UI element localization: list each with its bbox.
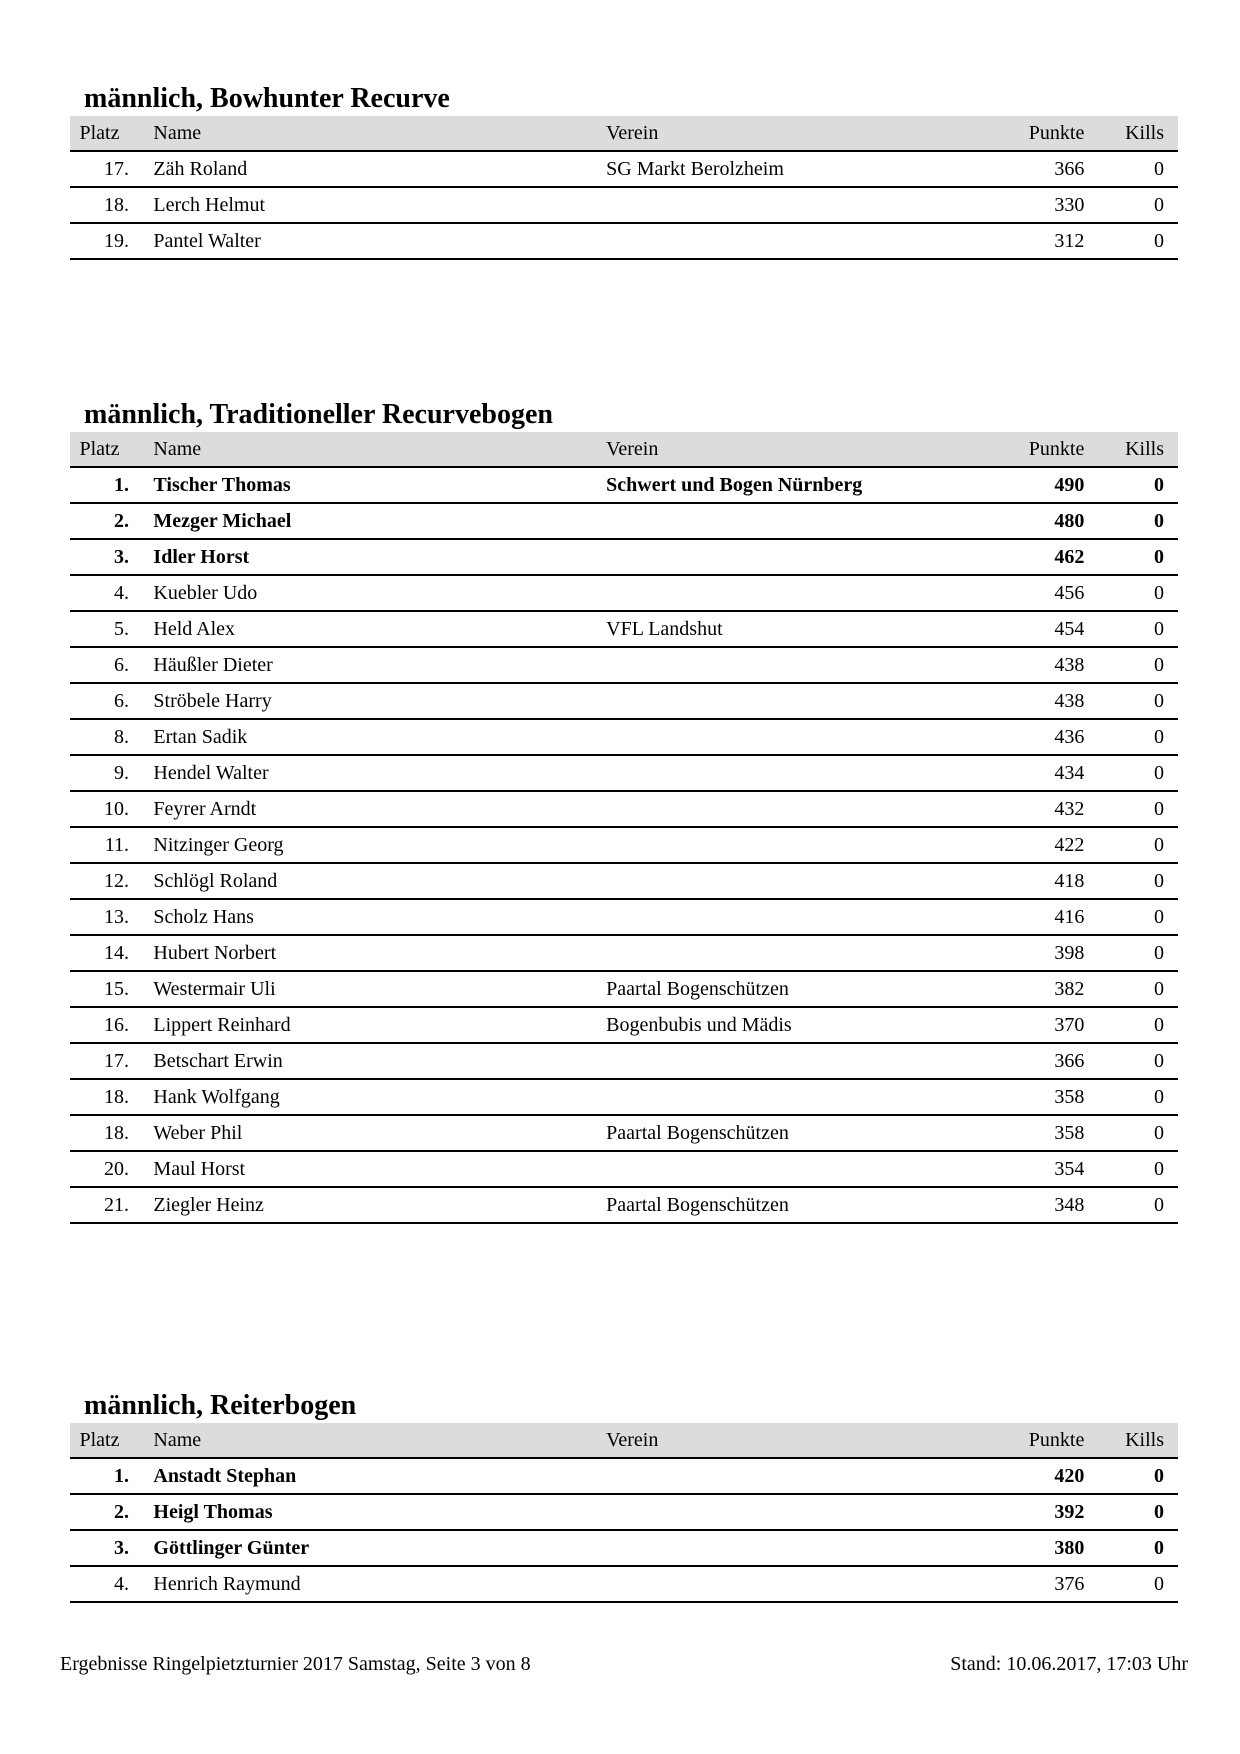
cell-platz: 4. xyxy=(70,1566,129,1602)
cell-platz: 20. xyxy=(70,1151,129,1187)
table-row xyxy=(70,863,1178,899)
cell-platz: 5. xyxy=(70,611,129,647)
table-row xyxy=(70,719,1178,755)
page-footer xyxy=(60,1653,1188,1676)
header-name: Name xyxy=(153,116,606,151)
cell-platz: 16. xyxy=(70,1007,129,1043)
cell-punkte: 366 xyxy=(1013,1043,1084,1079)
cell-platz: 10. xyxy=(70,791,129,827)
section-title: männlich, Bowhunter Recurve xyxy=(84,83,450,114)
table-row xyxy=(70,791,1178,827)
section-title: männlich, Reiterbogen xyxy=(84,1390,357,1421)
cell-kills: 0 xyxy=(1084,935,1178,971)
header-platz: Platz xyxy=(70,1423,129,1458)
cell-punkte: 348 xyxy=(1013,1187,1084,1223)
cell-spacer xyxy=(129,1494,153,1530)
cell-punkte: 480 xyxy=(1013,503,1084,539)
table-header-row xyxy=(70,116,1178,151)
cell-platz: 17. xyxy=(70,1043,129,1079)
cell-spacer xyxy=(129,151,153,187)
cell-verein xyxy=(606,1530,1013,1566)
table-row xyxy=(70,1187,1178,1223)
cell-spacer xyxy=(129,971,153,1007)
table-row xyxy=(70,1115,1178,1151)
cell-spacer xyxy=(129,647,153,683)
table-row xyxy=(70,1007,1178,1043)
cell-kills: 0 xyxy=(1084,503,1178,539)
cell-verein xyxy=(606,683,1013,719)
cell-punkte: 358 xyxy=(1013,1079,1084,1115)
cell-name: Ertan Sadik xyxy=(153,719,606,755)
table-row xyxy=(70,187,1178,223)
cell-platz: 18. xyxy=(70,187,129,223)
cell-name: Pantel Walter xyxy=(153,223,606,259)
cell-name: Heigl Thomas xyxy=(153,1494,606,1530)
cell-name: Zäh Roland xyxy=(153,151,606,187)
cell-spacer xyxy=(129,1007,153,1043)
table-row xyxy=(70,611,1178,647)
cell-spacer xyxy=(129,1187,153,1223)
cell-spacer xyxy=(129,611,153,647)
table-row xyxy=(70,1494,1178,1530)
cell-name: Lerch Helmut xyxy=(153,187,606,223)
cell-platz: 3. xyxy=(70,1530,129,1566)
table-row xyxy=(70,935,1178,971)
cell-punkte: 438 xyxy=(1013,683,1084,719)
table-row xyxy=(70,755,1178,791)
cell-name: Nitzinger Georg xyxy=(153,827,606,863)
cell-name: Mezger Michael xyxy=(153,503,606,539)
cell-platz: 2. xyxy=(70,503,129,539)
cell-kills: 0 xyxy=(1084,1043,1178,1079)
cell-kills: 0 xyxy=(1084,1007,1178,1043)
table-row xyxy=(70,467,1178,503)
cell-platz: 17. xyxy=(70,151,129,187)
cell-verein xyxy=(606,1043,1013,1079)
cell-spacer xyxy=(129,935,153,971)
cell-punkte: 382 xyxy=(1013,971,1084,1007)
cell-verein xyxy=(606,1458,1013,1494)
header-kills: Kills xyxy=(1084,432,1178,467)
cell-name: Hendel Walter xyxy=(153,755,606,791)
cell-verein xyxy=(606,827,1013,863)
cell-spacer xyxy=(129,1043,153,1079)
section-bowhunter-recurve xyxy=(70,82,1178,260)
cell-spacer xyxy=(129,539,153,575)
cell-kills: 0 xyxy=(1084,1151,1178,1187)
cell-platz: 4. xyxy=(70,575,129,611)
cell-name: Betschart Erwin xyxy=(153,1043,606,1079)
cell-kills: 0 xyxy=(1084,647,1178,683)
cell-platz: 3. xyxy=(70,539,129,575)
cell-verein: Schwert und Bogen Nürnberg xyxy=(606,467,1013,503)
cell-punkte: 436 xyxy=(1013,719,1084,755)
cell-punkte: 376 xyxy=(1013,1566,1084,1602)
cell-name: Hubert Norbert xyxy=(153,935,606,971)
cell-kills: 0 xyxy=(1084,575,1178,611)
cell-name: Idler Horst xyxy=(153,539,606,575)
cell-kills: 0 xyxy=(1084,1115,1178,1151)
section-reiterbogen xyxy=(70,1389,1178,1603)
cell-spacer xyxy=(129,575,153,611)
cell-name: Ziegler Heinz xyxy=(153,1187,606,1223)
header-platz: Platz xyxy=(70,116,129,151)
footer-document-info: Ergebnisse Ringelpietzturnier 2017 Samstag, Seite 3 von 8 xyxy=(60,1653,531,1675)
cell-punkte: 416 xyxy=(1013,899,1084,935)
cell-spacer xyxy=(129,827,153,863)
cell-kills: 0 xyxy=(1084,719,1178,755)
footer-timestamp: Stand: 10.06.2017, 17:03 Uhr xyxy=(950,1653,1188,1675)
cell-spacer xyxy=(129,1151,153,1187)
cell-punkte: 330 xyxy=(1013,187,1084,223)
cell-platz: 6. xyxy=(70,647,129,683)
cell-punkte: 354 xyxy=(1013,1151,1084,1187)
cell-kills: 0 xyxy=(1084,467,1178,503)
table-row xyxy=(70,1458,1178,1494)
cell-kills: 0 xyxy=(1084,791,1178,827)
cell-punkte: 358 xyxy=(1013,1115,1084,1151)
cell-kills: 0 xyxy=(1084,827,1178,863)
cell-name: Schlögl Roland xyxy=(153,863,606,899)
header-kills: Kills xyxy=(1084,116,1178,151)
table-row xyxy=(70,827,1178,863)
cell-verein xyxy=(606,1566,1013,1602)
cell-platz: 18. xyxy=(70,1115,129,1151)
cell-punkte: 380 xyxy=(1013,1530,1084,1566)
cell-kills: 0 xyxy=(1084,863,1178,899)
table-row xyxy=(70,899,1178,935)
cell-platz: 13. xyxy=(70,899,129,935)
section-traditioneller-recurvebogen xyxy=(70,398,1178,1224)
cell-kills: 0 xyxy=(1084,755,1178,791)
table-row xyxy=(70,683,1178,719)
table-row xyxy=(70,1530,1178,1566)
header-punkte: Punkte xyxy=(1013,1423,1084,1458)
cell-spacer xyxy=(129,1530,153,1566)
cell-name: Weber Phil xyxy=(153,1115,606,1151)
cell-name: Lippert Reinhard xyxy=(153,1007,606,1043)
cell-punkte: 312 xyxy=(1013,223,1084,259)
cell-verein: Paartal Bogenschützen xyxy=(606,1187,1013,1223)
cell-kills: 0 xyxy=(1084,1494,1178,1530)
header-name: Name xyxy=(153,1423,606,1458)
cell-platz: 6. xyxy=(70,683,129,719)
table-row xyxy=(70,1043,1178,1079)
cell-spacer xyxy=(129,791,153,827)
cell-kills: 0 xyxy=(1084,151,1178,187)
cell-name: Göttlinger Günter xyxy=(153,1530,606,1566)
cell-platz: 8. xyxy=(70,719,129,755)
table-row xyxy=(70,971,1178,1007)
cell-spacer xyxy=(129,1079,153,1115)
cell-kills: 0 xyxy=(1084,971,1178,1007)
cell-spacer xyxy=(129,899,153,935)
table-row xyxy=(70,647,1178,683)
cell-verein xyxy=(606,719,1013,755)
table-row xyxy=(70,1566,1178,1602)
cell-kills: 0 xyxy=(1084,1566,1178,1602)
cell-platz: 1. xyxy=(70,1458,129,1494)
cell-spacer xyxy=(129,187,153,223)
table-row xyxy=(70,151,1178,187)
cell-platz: 1. xyxy=(70,467,129,503)
cell-name: Held Alex xyxy=(153,611,606,647)
table-header-row xyxy=(70,1423,1178,1458)
cell-kills: 0 xyxy=(1084,1079,1178,1115)
cell-name: Maul Horst xyxy=(153,1151,606,1187)
cell-punkte: 454 xyxy=(1013,611,1084,647)
cell-punkte: 370 xyxy=(1013,1007,1084,1043)
cell-spacer xyxy=(129,467,153,503)
cell-platz: 21. xyxy=(70,1187,129,1223)
cell-name: Kuebler Udo xyxy=(153,575,606,611)
cell-platz: 11. xyxy=(70,827,129,863)
header-spacer xyxy=(129,1423,153,1458)
cell-verein: Paartal Bogenschützen xyxy=(606,1115,1013,1151)
cell-name: Westermair Uli xyxy=(153,971,606,1007)
results-table xyxy=(70,432,1178,1224)
cell-verein: Paartal Bogenschützen xyxy=(606,971,1013,1007)
cell-verein xyxy=(606,539,1013,575)
cell-platz: 9. xyxy=(70,755,129,791)
cell-punkte: 398 xyxy=(1013,935,1084,971)
cell-verein: SG Markt Berolzheim xyxy=(606,151,1013,187)
cell-verein xyxy=(606,755,1013,791)
header-verein: Verein xyxy=(606,432,1013,467)
table-header-row xyxy=(70,432,1178,467)
table-row xyxy=(70,1151,1178,1187)
cell-platz: 14. xyxy=(70,935,129,971)
cell-punkte: 434 xyxy=(1013,755,1084,791)
table-row xyxy=(70,1079,1178,1115)
cell-punkte: 366 xyxy=(1013,151,1084,187)
header-verein: Verein xyxy=(606,1423,1013,1458)
table-row xyxy=(70,539,1178,575)
table-row xyxy=(70,503,1178,539)
header-spacer xyxy=(129,432,153,467)
cell-kills: 0 xyxy=(1084,187,1178,223)
cell-punkte: 432 xyxy=(1013,791,1084,827)
cell-name: Hank Wolfgang xyxy=(153,1079,606,1115)
cell-platz: 15. xyxy=(70,971,129,1007)
cell-verein xyxy=(606,647,1013,683)
cell-punkte: 462 xyxy=(1013,539,1084,575)
cell-platz: 12. xyxy=(70,863,129,899)
cell-platz: 19. xyxy=(70,223,129,259)
cell-verein: VFL Landshut xyxy=(606,611,1013,647)
cell-kills: 0 xyxy=(1084,1530,1178,1566)
cell-verein xyxy=(606,935,1013,971)
cell-name: Henrich Raymund xyxy=(153,1566,606,1602)
cell-verein: Bogenbubis und Mädis xyxy=(606,1007,1013,1043)
results-table xyxy=(70,1423,1178,1603)
header-punkte: Punkte xyxy=(1013,432,1084,467)
cell-punkte: 418 xyxy=(1013,863,1084,899)
cell-kills: 0 xyxy=(1084,539,1178,575)
header-punkte: Punkte xyxy=(1013,116,1084,151)
cell-spacer xyxy=(129,1458,153,1494)
cell-name: Ströbele Harry xyxy=(153,683,606,719)
cell-punkte: 438 xyxy=(1013,647,1084,683)
cell-platz: 18. xyxy=(70,1079,129,1115)
cell-spacer xyxy=(129,755,153,791)
cell-spacer xyxy=(129,683,153,719)
header-spacer xyxy=(129,116,153,151)
cell-verein xyxy=(606,899,1013,935)
cell-name: Anstadt Stephan xyxy=(153,1458,606,1494)
cell-spacer xyxy=(129,1566,153,1602)
cell-verein xyxy=(606,223,1013,259)
section-title: männlich, Traditioneller Recurvebogen xyxy=(84,399,553,430)
cell-name: Häußler Dieter xyxy=(153,647,606,683)
table-row xyxy=(70,575,1178,611)
cell-kills: 0 xyxy=(1084,899,1178,935)
cell-punkte: 392 xyxy=(1013,1494,1084,1530)
cell-spacer xyxy=(129,503,153,539)
header-platz: Platz xyxy=(70,432,129,467)
header-verein: Verein xyxy=(606,116,1013,151)
cell-verein xyxy=(606,791,1013,827)
cell-verein xyxy=(606,1494,1013,1530)
cell-verein xyxy=(606,575,1013,611)
header-kills: Kills xyxy=(1084,1423,1178,1458)
cell-punkte: 490 xyxy=(1013,467,1084,503)
cell-punkte: 420 xyxy=(1013,1458,1084,1494)
cell-verein xyxy=(606,187,1013,223)
cell-verein xyxy=(606,503,1013,539)
table-row xyxy=(70,223,1178,259)
cell-name: Scholz Hans xyxy=(153,899,606,935)
cell-spacer xyxy=(129,1115,153,1151)
cell-platz: 2. xyxy=(70,1494,129,1530)
results-table xyxy=(70,116,1178,260)
cell-name: Feyrer Arndt xyxy=(153,791,606,827)
cell-kills: 0 xyxy=(1084,1458,1178,1494)
cell-verein xyxy=(606,1151,1013,1187)
cell-punkte: 422 xyxy=(1013,827,1084,863)
cell-spacer xyxy=(129,223,153,259)
cell-verein xyxy=(606,1079,1013,1115)
header-name: Name xyxy=(153,432,606,467)
cell-punkte: 456 xyxy=(1013,575,1084,611)
cell-kills: 0 xyxy=(1084,683,1178,719)
cell-spacer xyxy=(129,863,153,899)
cell-kills: 0 xyxy=(1084,223,1178,259)
cell-name: Tischer Thomas xyxy=(153,467,606,503)
cell-spacer xyxy=(129,719,153,755)
cell-kills: 0 xyxy=(1084,1187,1178,1223)
cell-verein xyxy=(606,863,1013,899)
cell-kills: 0 xyxy=(1084,611,1178,647)
